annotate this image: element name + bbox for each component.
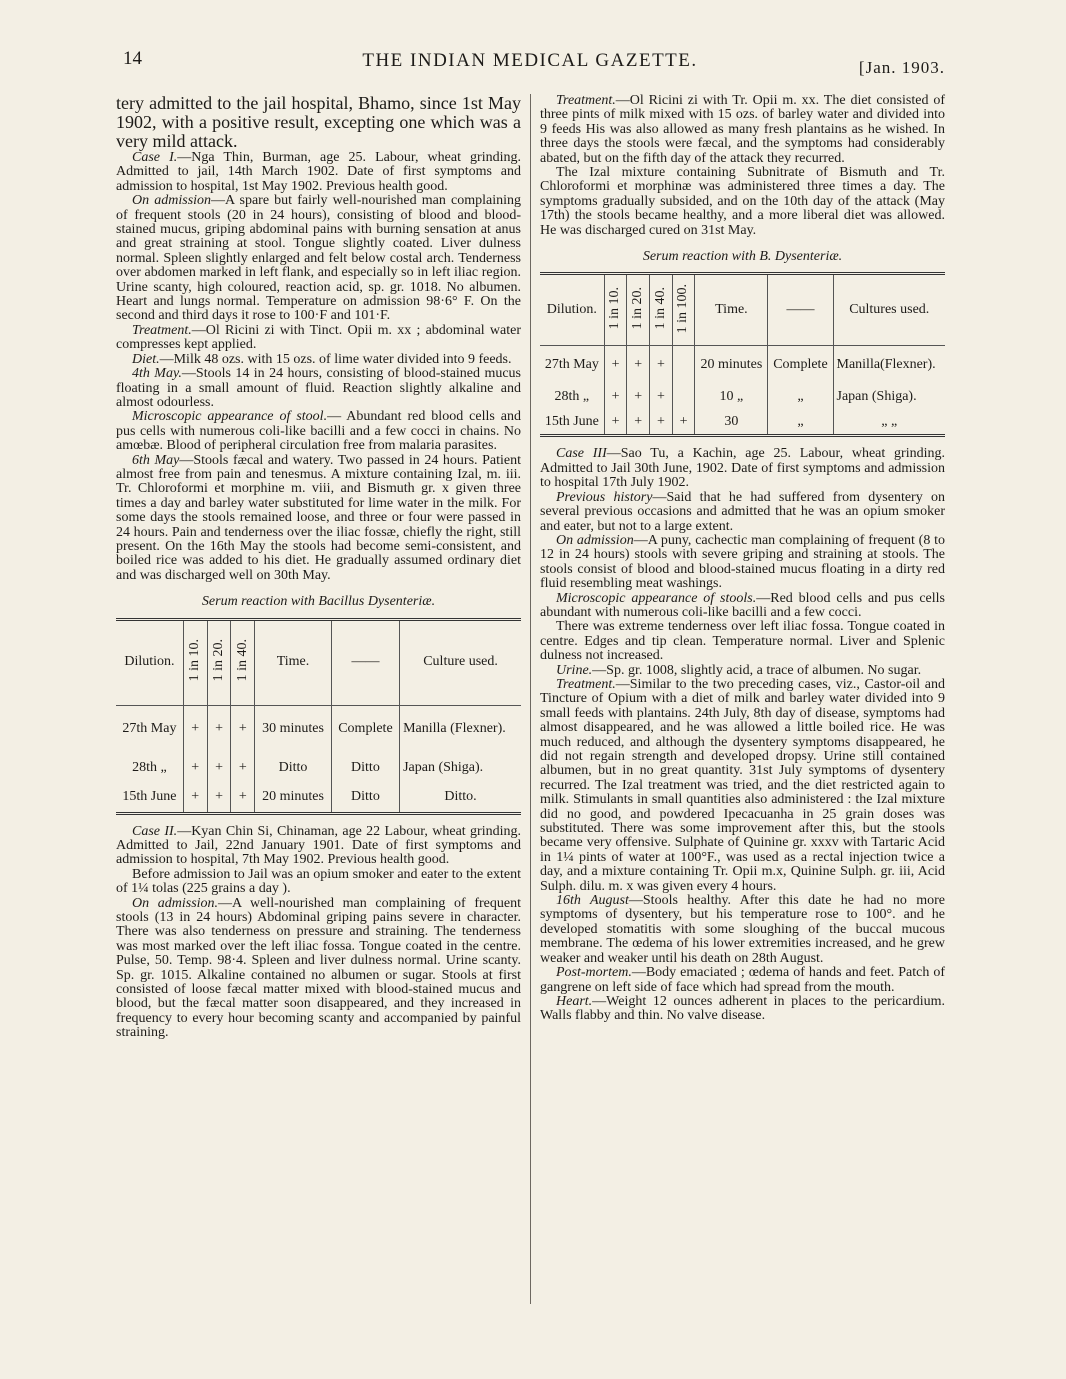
micro-paragraph xyxy=(116,410,521,453)
treatment-3-label: Treatment. xyxy=(556,676,616,692)
may6-text: —Stools fæcal and watery. Two passed in 24 hours. Patient almost free from pain and tenesmus. A mixture containing Izal, m. iii. Tr. Chloroformi et morphine m. viii, and Bismuth gr. x given three times a day and barley water substituted for lime water in the milk. For some days the stools remained loose, and three or four were passed in 24 hours. Pain and tenderness over the iliac fossæ, chiefly the right, still present. On the 16th May the stools had become semi-consistent, and boiled rice was added to his diet. He gradually assumed ordinary diet and was discharged well on 30th May. xyxy=(116,452,521,583)
table-cell: + xyxy=(672,410,695,436)
table-cell: + xyxy=(604,384,627,410)
admission-2-label: On admission. xyxy=(132,895,219,911)
treatment-2-paragraph xyxy=(540,94,945,166)
table-header-cell: Dilution. xyxy=(540,274,604,346)
micro-3-paragraph xyxy=(540,592,945,621)
admission-2-text: —A well-nourished man complaining of frequent stools (13 in 24 hours) Abdominal griping pains severe in character. There was also tenderness on pressure and straining. The tenderness was most marked over the left iliac fossa. Tongue coated in the centre. Pulse, 50. Temp. 98·4. Spleen and liver dulness normal. Urine scanty. Sp. gr. 1015. Alkaline contained no albumen or sugar. Stools at first consisted of loose fæcal matter mixed with blood-stained mucus and blood, but the fæcal matter soon disappeared, and they increased in frequency to every hour becoming scanty and accompanied by painful straining. xyxy=(116,895,521,1041)
aug16-text: —Stools healthy. After this date he had no more symptoms of dysentery, but his temperature rose to 100°. and he developed stomatitis with some sloughing of the buccal mucous membrane. The œdema of his lower extremities increased, and he grew weaker and weaker until his death on 28th August. xyxy=(540,893,945,966)
table-cell: Ditto xyxy=(331,783,399,813)
table-cell: „ xyxy=(768,410,833,436)
post-mortem-paragraph xyxy=(540,966,945,995)
table-row xyxy=(540,384,945,410)
running-header xyxy=(115,50,945,80)
table-row xyxy=(116,705,521,753)
table-cell: Ditto xyxy=(331,753,399,783)
case-3-paragraph xyxy=(540,447,945,490)
table-cell: 28th „ xyxy=(132,759,167,775)
table-cell xyxy=(672,346,695,384)
table-header-cell: Dilution. xyxy=(116,619,183,705)
table-cell: + xyxy=(231,705,255,753)
case-2-paragraph xyxy=(116,825,521,868)
table-cell: Manilla(Flexner). xyxy=(833,346,945,384)
admission-3-paragraph xyxy=(540,534,945,592)
serum-table-1 xyxy=(116,618,521,815)
table-cell: + xyxy=(207,753,231,783)
right-column xyxy=(540,94,945,1024)
urine-text: —Sp. gr. 1008, slightly acid, a trace of albumen. No sugar. xyxy=(592,662,922,678)
may6-paragraph xyxy=(116,454,521,584)
table-cell: + xyxy=(627,346,650,384)
table-cell: + xyxy=(604,346,627,384)
post-mortem-text: —Body emaciated ; œdema of hands and feet. Patch of gangrene on left side of face which had spread from the mouth. xyxy=(540,965,945,995)
issue-date: [Jan. 1903. xyxy=(858,58,945,77)
treatment-paragraph xyxy=(116,324,521,353)
table-header-cell: —— xyxy=(768,274,833,346)
treatment-text: —Ol Ricini zi with Tinct. Opii m. xx ; abdominal water compresses kept applied. xyxy=(116,322,521,353)
case-1-text: —Nga Thin, Burman, age 25. Labour, wheat grinding. Admitted to jail, 14th March 1902. Date of first symptoms and admission to hospital, 1st May 1902. Previous health good. xyxy=(116,150,521,194)
table-cell: + xyxy=(650,410,673,436)
izal-paragraph: The Izal mixture containing Subnitrate of Bismuth and Tr. Chloroformi et morphinæ was administered three times a day. The symptoms gradually subsided, and on the 10th day of the attack (May 17th) the stools became healthy, and a more liberal diet was allowed. He was discharged cured on 31st May. xyxy=(540,165,945,238)
admission-label: On admission xyxy=(132,193,212,209)
previous-history-text: —Said that he had suffered from dysentery on several previous occasions and admitted that he was an opium smoker and eater, but not to a large extent. xyxy=(540,489,946,534)
heart-label: Heart. xyxy=(556,993,593,1009)
treatment-3-paragraph xyxy=(540,678,945,894)
table-cell: + xyxy=(207,783,231,813)
table-cell: + xyxy=(183,705,207,753)
micro-text: — Abundant red blood cells and pus cells with numerous coli-like bacilli and a few cocci in chains. No amœbæ. Blood of peripheral circulation free from malaria parasites. xyxy=(116,409,521,454)
table-cell: 10 „ xyxy=(695,384,768,410)
table-row xyxy=(540,346,945,384)
urine-label: Urine. xyxy=(556,662,593,678)
treatment-2-label: Treatment. xyxy=(556,93,616,108)
table-cell: + xyxy=(627,384,650,410)
table-header-cell: 1 in 100. xyxy=(672,274,695,346)
admission-3-text: —A puny, cachectic man complaining of frequent (8 to 12 in 24 hours) stools with severe griping and straining at stools. The stools consist of blood and blood-stained mucus floating in a dirty red fluid resembling meat washings. xyxy=(540,532,946,592)
table-cell: + xyxy=(183,753,207,783)
admission-3-label: On admission xyxy=(556,532,634,548)
treatment-label: Treatment. xyxy=(132,322,192,338)
lead-paragraph: tery admitted to the jail hospital, Bhamo, since 1st May 1902, with a positive result, excepting one which was a very mild attack. xyxy=(116,93,521,151)
case-3-label: Case III xyxy=(556,446,607,462)
admission-paragraph xyxy=(116,194,521,324)
table-cell: + xyxy=(650,346,673,384)
table-cell: Japan (Shiga). xyxy=(400,753,521,783)
left-column xyxy=(116,94,521,1041)
serum-table-2-title: Serum reaction with B. Dysenteriæ. xyxy=(642,249,843,265)
serum-table-1-title: Serum reaction with Bacillus Dysenteriæ. xyxy=(201,594,436,610)
table-cell: „ xyxy=(768,384,833,410)
may4-text: —Stools 14 in 24 hours, consisting of blood-stained mucus floating in a small amount of fluid. Reaction slightly alkaline and almost odourless. xyxy=(116,366,521,410)
diet-text: —Milk 48 ozs. with 15 ozs. of lime water divided into 9 feeds. xyxy=(159,351,512,367)
table-header-cell: Cultures used. xyxy=(833,274,945,346)
admission-text: —A spare but fairly well-nourished man complaining of frequent stools (20 in 24 hours), consisting of blood and blood-stained mucus, griping abdominal pains with burning sensation at anus and great straining at stool. Tongue slightly coated. Liver dulness normal. Spleen slightly enlarged and felt below costal arch. Tenderness over abdomen marked in left flank, and especially so in left iliac region. Urine scanty, high coloured, reaction acid, sp. gr. 1018. No albumen. Heart and lungs normal. Temperature on admission 98·6° F. On the second and third days it rose to 100·F and 101·F. xyxy=(116,193,521,324)
table-cell: 28th „ xyxy=(554,388,590,404)
urine-paragraph xyxy=(540,664,945,678)
table-header-cell: Culture used. xyxy=(400,619,521,705)
table-cell: 15th June xyxy=(122,789,177,805)
table-header-cell: 1 in 40. xyxy=(231,619,255,705)
case-1-paragraph xyxy=(116,151,521,194)
table-cell: + xyxy=(604,410,627,436)
table-header-cell: 1 in 20. xyxy=(627,274,650,346)
case-2-label: Case II. xyxy=(132,823,178,839)
table-cell: 15th June xyxy=(544,414,599,430)
table-row xyxy=(540,410,945,436)
table-header-cell: 1 in 10. xyxy=(183,619,207,705)
table-cell: 30 xyxy=(695,410,768,436)
previous-history-label: Previous history xyxy=(556,489,653,505)
table-header-row xyxy=(540,274,945,346)
table-row xyxy=(116,783,521,813)
may4-label: 4th May. xyxy=(132,366,182,382)
case-1-label: Case I. xyxy=(132,150,178,165)
page-number: 14 xyxy=(123,48,142,69)
treatment-3-text: —Similar to the two preceding cases, viz., Castor-oil and Tincture of Opium with a diet of milk and barley water divided into 9 small feeds with plantains. 24th July, 8th day of disease, symptoms had almost disappeared, and he was allowed a little boiled rice. He was much reduced, and although the dysentery symptoms disappeared, he did not regain strength and developed dropsy. Urine still contained albumen, but in no great quantity. 31st July symptoms of dysentery recurred. The Izal treatment was tried, and the diet restricted again to milk. Stimulants in small quantities also administered : the Izal mixture did no good, and powdered Ipecacuanha in 25 grain doses was substituted. There was some improvement after this, but the stools became very offensive. Sulphate of Quinine gr. xxxv with Tartaric Acid in 1¼ pints of water at 100°F., was used as a rectal injection twice a day, and a mixture containing Tr. Opii m.x, Quinine Sulph. gr. iii, Acid Sulph. dilu. m. x was given every 4 hours. xyxy=(540,676,945,894)
table-cell: Ditto xyxy=(255,753,332,783)
table-cell: + xyxy=(231,783,255,813)
table-cell: 27th May xyxy=(122,721,177,737)
table-cell: + xyxy=(627,410,650,436)
table-cell: Japan (Shiga). xyxy=(833,384,945,410)
serum-table-2 xyxy=(540,272,945,437)
case-2-text: —Kyan Chin Si, Chinaman, age 22 Labour, wheat grinding. Admitted to Jail, 22nd January 1901. Date of first symptoms and admission to hospital, 7th May 1902. Previous health good. xyxy=(116,823,521,868)
journal-title: THE INDIAN MEDICAL GAZETTE. xyxy=(362,50,698,71)
table-cell: 30 minutes xyxy=(255,705,332,753)
may6-label: 6th May xyxy=(132,452,180,468)
heart-text: —Weight 12 ounces adherent in places to the pericardium. Walls flabby and thin. No valve disease. xyxy=(540,993,945,1024)
column-divider xyxy=(530,94,531,1304)
micro-label: Microscopic appearance of stool. xyxy=(132,409,328,425)
table-cell: 27th May xyxy=(544,357,599,373)
may4-paragraph xyxy=(116,367,521,410)
admission-2-paragraph xyxy=(116,897,521,1041)
table-cell: + xyxy=(650,384,673,410)
table-cell: Complete xyxy=(768,346,833,384)
table-cell: Manilla (Flexner). xyxy=(400,705,521,753)
diet-paragraph xyxy=(116,353,521,367)
diet-label: Diet. xyxy=(132,351,160,367)
post-mortem-label: Post-mortem. xyxy=(556,965,632,981)
table-header-cell: 1 in 40. xyxy=(650,274,673,346)
micro-3-text: —Red blood cells and pus cells abundant with numerous coli-like bacilli and a few cocci. xyxy=(540,590,945,620)
table-cell: Ditto. xyxy=(400,783,521,813)
table-cell: + xyxy=(183,783,207,813)
table-header-cell: 1 in 20. xyxy=(207,619,231,705)
aug16-label: 16th August xyxy=(556,893,629,909)
micro-3-label: Microscopic appearance of stools. xyxy=(556,590,757,606)
case-3-text: —Sao Tu, a Kachin, age 25. Labour, wheat grinding. Admitted to Jail 30th June, 1902. Date of first symptoms and admission to hospital 17th July 1902. xyxy=(540,446,945,491)
table-header-cell: Time. xyxy=(255,619,332,705)
treatment-2-text: —Ol Ricini zi with Tr. Opii m. xx. The diet consisted of three pints of milk mixed with 15 ozs. of barley water and divided into 9 feeds His was also allowed as many fresh plantains as he wished. In three days the stools were fæcal, and the symptoms had considerably abated, but on the fifth day of the attack they recurred. xyxy=(540,93,945,166)
table-cell: Complete xyxy=(331,705,399,753)
table-row xyxy=(116,753,521,783)
table-cell: + xyxy=(231,753,255,783)
before-admission-paragraph: Before admission to Jail was an opium smoker and eater to the extent of 1¼ tolas (225 grains a day ). xyxy=(116,866,521,897)
table-cell: + xyxy=(207,705,231,753)
heart-paragraph xyxy=(540,995,945,1024)
table-cell: 20 minutes xyxy=(695,346,768,384)
table-header-cell: —— xyxy=(331,619,399,705)
table-cell: „ „ xyxy=(833,410,945,436)
tenderness-paragraph: There was extreme tenderness over left iliac fossa. Tongue coated in centre. Edges and tip clean. Temperature normal. Liver and Splenic dulness not increased. xyxy=(540,619,945,664)
table-header-cell: 1 in 10. xyxy=(604,274,627,346)
table-header-row xyxy=(116,619,521,705)
table-header-cell: Time. xyxy=(695,274,768,346)
table-cell xyxy=(672,384,695,410)
table-cell: 20 minutes xyxy=(255,783,332,813)
previous-history-paragraph xyxy=(540,491,945,534)
aug16-paragraph xyxy=(540,894,945,966)
